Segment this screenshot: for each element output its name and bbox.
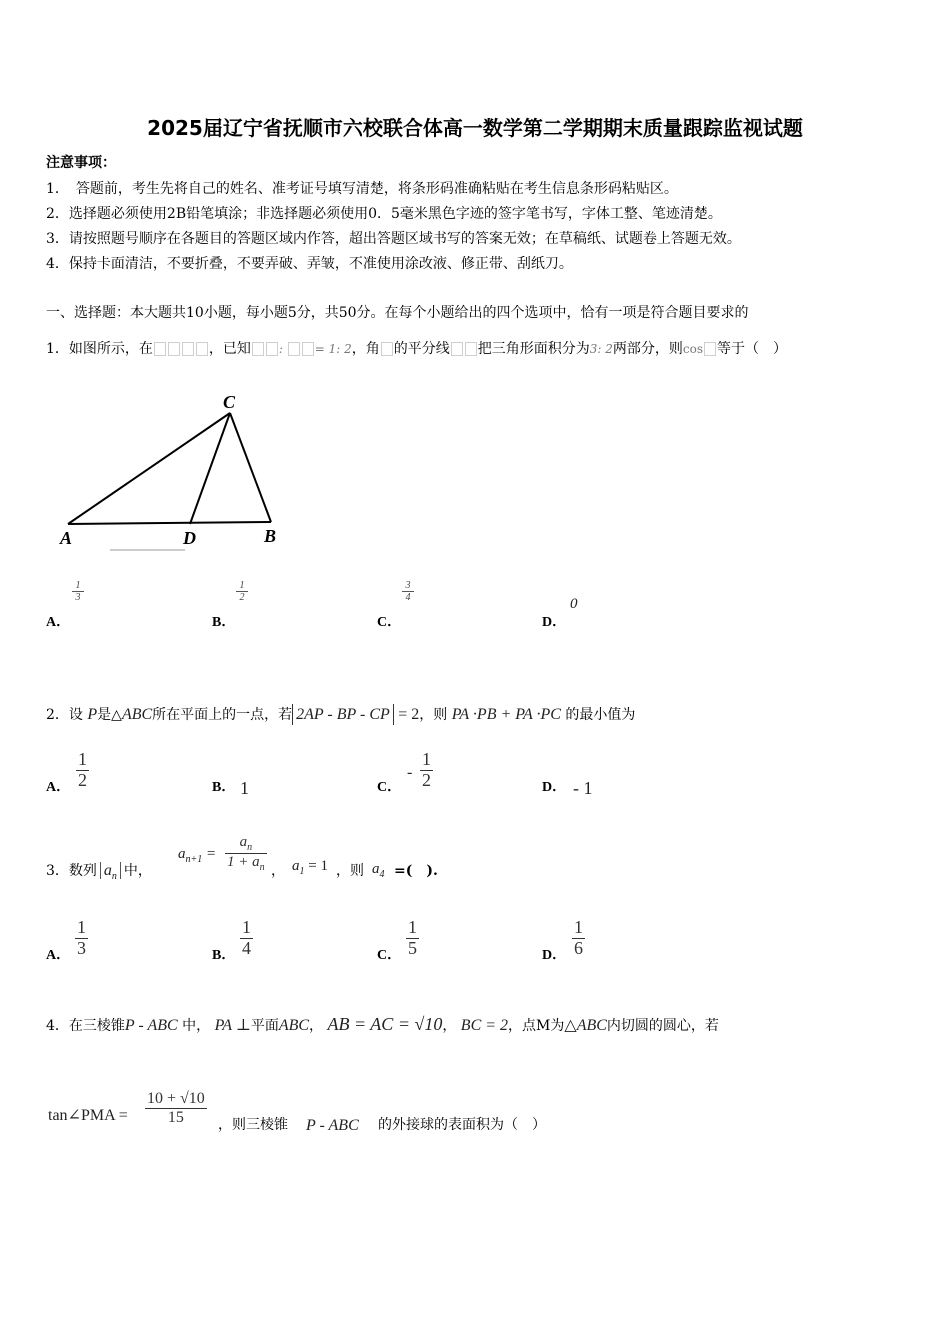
q2-option-b-value: 1 <box>240 778 249 798</box>
q1-text: ，已知 <box>208 341 251 357</box>
q2-triangle: ABC <box>121 706 153 723</box>
question-1-stem <box>46 338 787 358</box>
q1-text: 两部分，则 <box>612 341 683 357</box>
q3-text: =( ). <box>394 863 438 879</box>
option-label: D． <box>542 780 567 795</box>
q4-base: BC = 2 <box>460 1017 509 1034</box>
question-2-stem <box>46 704 635 724</box>
q3-option-c[interactable] <box>377 944 401 964</box>
q3-option-a-value: $\frac{1}{3}$ <box>77 917 86 958</box>
label-c: C <box>223 392 236 412</box>
question-3-stem <box>46 860 152 882</box>
question-number: 4． <box>46 1018 69 1034</box>
notice-item-3: 3．请按照题号顺序在各题目的答题区域内作答，超出答题区域书写的答案无效；在草稿纸、试题卷上答题无效。 <box>46 231 741 247</box>
q4-equal-sides: AB = AC = √10 <box>327 1014 443 1034</box>
q3-recurrence-lhs: $a_{n+1}$ = <box>178 846 217 865</box>
q4-text: ，点M为 <box>508 1018 565 1034</box>
option-label: D． <box>542 615 567 630</box>
edge-ac <box>68 413 230 524</box>
q1-parts: 3: 2 <box>589 342 613 356</box>
q4-text: 的外接球的表面积为（ ） <box>378 1117 546 1133</box>
option-label: D． <box>542 948 567 963</box>
option-label: A． <box>46 615 71 630</box>
q3-text: 数列 <box>68 863 97 879</box>
q1-option-c[interactable] <box>377 611 401 631</box>
q3-option-b[interactable] <box>212 944 235 964</box>
q1-text: 如图所示，在 <box>68 341 153 357</box>
q3-target: $a_4$ <box>372 861 385 880</box>
q3-initial: $a_1 = 1$ <box>292 858 328 877</box>
q1-option-a-value: 1 3 <box>72 580 84 603</box>
option-label: A． <box>46 780 71 795</box>
q2-expression: PA ·PB + PA ·PC <box>451 706 561 723</box>
q2-option-b[interactable] <box>212 776 235 796</box>
section-heading: 一、选择题：本大题共10小题，每小题5分，共50分。在每个小题给出的四个选项中，恰有一项是符合题目要求的 <box>46 305 749 321</box>
q1-text: 等于（ ） <box>717 341 788 357</box>
edge-cb <box>230 413 271 522</box>
q3-option-a[interactable] <box>46 944 70 964</box>
q1-text: ，角 <box>351 341 380 357</box>
q4-text: 中， <box>182 1018 211 1034</box>
label-a: A <box>60 528 73 548</box>
q4-triangle: △ABC <box>564 1017 607 1034</box>
q2-option-d[interactable] <box>542 776 566 796</box>
option-label: C． <box>377 780 402 795</box>
q1-option-a[interactable] <box>46 611 70 631</box>
option-label: C． <box>377 948 402 963</box>
q4-plane: ABC <box>278 1017 310 1034</box>
q1-option-b-value: 1 2 <box>236 580 248 603</box>
q3-option-d[interactable] <box>542 944 566 964</box>
q3-option-d-value: $\frac{1}{6}$ <box>574 917 583 958</box>
q1-option-c-value: 3 4 <box>402 580 414 603</box>
q1-ratio: : <box>278 342 287 356</box>
q3-option-c-value: $\frac{1}{5}$ <box>408 917 417 958</box>
q4-tan-lhs: tan∠PMA = <box>48 1107 128 1124</box>
question-number: 3． <box>46 863 69 879</box>
q2-text: ，则 <box>419 707 448 723</box>
q1-text: 的平分线 <box>393 341 450 357</box>
option-label: A． <box>46 948 71 963</box>
q1-option-d[interactable] <box>542 611 566 631</box>
q1-ratio-eq: = 1: 2 <box>314 342 352 356</box>
q4-perpendicular: PA ⊥ <box>214 1017 251 1034</box>
notice-item-2: 2．选择题必须使用2B铅笔填涂；非选择题必须使用0．5毫米黑色字迹的签字笔书写，字体工整、笔迹清楚。 <box>46 206 722 222</box>
q2-option-a-value: $\frac{1}{2}$ <box>78 749 87 790</box>
q3-sequence-sub: n <box>111 871 117 883</box>
notice-item-4: 4．保持卡面清洁，不要折叠，不要弄破、弄皱，不准使用涂改液、修正带、刮纸刀。 <box>46 256 573 272</box>
page-title: 2025届辽宁省抚顺市六校联合体高一数学第二学期期末质量跟踪监视试题 <box>147 116 803 140</box>
edge-ab <box>68 522 271 524</box>
q2-text: 所在平面上的一点，若 <box>152 707 293 723</box>
edge-cd <box>190 413 230 524</box>
q2-text: 是△ <box>97 707 122 723</box>
q2-vector-abs: 2AP - BP - CP <box>292 704 394 725</box>
q3-option-b-value: $\frac{1}{4}$ <box>242 917 251 958</box>
q4-pyramid-2: P - ABC <box>306 1117 359 1134</box>
q4-text: 平面 <box>250 1018 279 1034</box>
notice-item-1: 1． 答题前，考生先将自己的姓名、准考证号填写清楚，将条形码准确粘贴在考生信息条形码粘贴区。 <box>46 181 678 197</box>
q2-option-c[interactable] <box>377 776 401 796</box>
q2-text: 的最小值为 <box>565 707 636 723</box>
q4-tan-fraction: $\frac{10 + √10}{15}$ <box>147 1090 205 1126</box>
option-label: B． <box>212 615 236 630</box>
q3-recurrence-rhs: $\frac{a_n}{1 + a_n}$ <box>227 834 265 873</box>
q4-pyramid: P - ABC <box>124 1017 178 1034</box>
q2-eq: = 2 <box>398 706 420 723</box>
q2-text: 设 <box>68 707 83 723</box>
q3-text: 中， <box>123 863 152 879</box>
q4-text: 在三棱锥 <box>68 1018 125 1034</box>
q4-text: ，则三棱锥 <box>218 1117 288 1133</box>
option-label: B． <box>212 948 236 963</box>
question-4-stem: 4．在三棱锥P - ABC 中， PA ⊥平面ABC， AB = AC = √10， BC = 2，点M为△ABC内切圆的圆心，若 <box>46 1014 719 1034</box>
triangle-figure <box>50 388 290 558</box>
question-number: 2． <box>46 707 69 723</box>
notice-heading: 注意事项： <box>46 155 116 171</box>
q1-option-d-value: 0 <box>570 596 578 612</box>
q2-option-c-value: $\frac{1}{2}$ <box>422 749 431 790</box>
q2-option-d-value: - 1 <box>573 778 593 798</box>
question-number: 1． <box>46 341 69 357</box>
q3-text: ，则 <box>336 863 364 879</box>
q2-option-c-sign: - <box>407 764 413 781</box>
q1-text: 把三角形面积分为 <box>477 341 590 357</box>
q1-option-b[interactable] <box>212 611 235 631</box>
q2-option-a[interactable] <box>46 776 70 796</box>
q4-text: 内切圆的圆心，若 <box>606 1018 719 1034</box>
q3-sequence: a <box>103 862 112 879</box>
option-label: B． <box>212 780 236 795</box>
label-d: D <box>183 528 196 548</box>
option-label: C． <box>377 615 402 630</box>
q2-point-p: P <box>87 706 98 723</box>
q3-comma: ， <box>271 863 285 879</box>
q1-cos: cos <box>682 342 704 356</box>
label-b: B <box>264 526 277 546</box>
